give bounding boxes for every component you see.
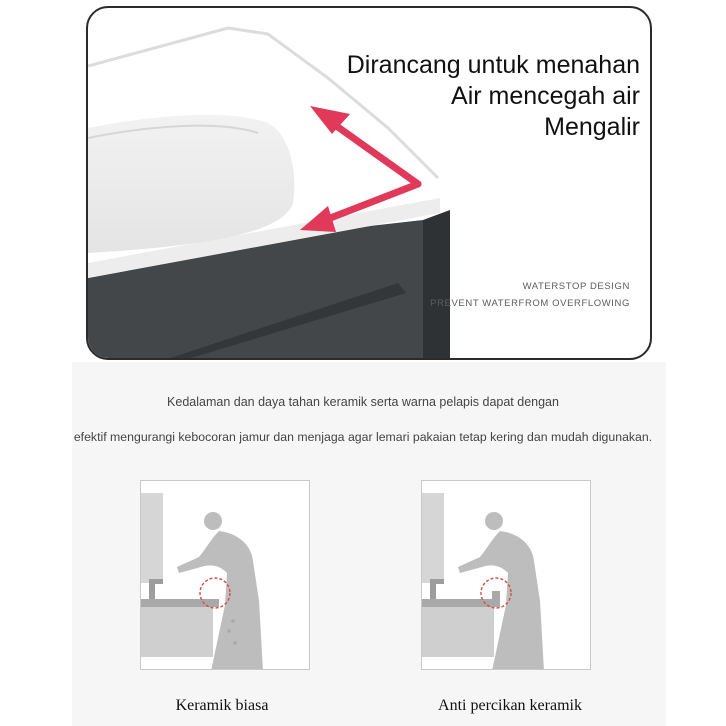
headline-line-3: Mengalir xyxy=(544,113,640,141)
comparison-panel-anti-splash xyxy=(421,480,591,670)
ordinary-ceramic-illustration xyxy=(141,481,310,670)
headline-line-2: Air mencegah air xyxy=(451,82,640,110)
label-ordinary-ceramic: Keramik biasa xyxy=(175,697,269,714)
feature-caption-line-1: WATERSTOP DESIGN xyxy=(522,281,630,292)
product-hero-image xyxy=(86,6,652,360)
anti-splash-ceramic-illustration xyxy=(422,481,591,670)
description-line-2: efektif mengurangi kebocoran jamur dan menjaga agar lemari pakaian tetap kering dan mudah digunakan. xyxy=(73,430,653,444)
headline xyxy=(347,50,640,143)
headline-line-1: Dirancang untuk menahan xyxy=(346,51,640,79)
label-anti-splash-ceramic: Anti percikan keramik xyxy=(438,697,582,714)
person-head-icon xyxy=(485,512,503,530)
feature-caption xyxy=(430,278,630,312)
comparison-panel-ordinary xyxy=(140,480,310,670)
description-line-1: Kedalaman dan daya tahan keramik serta warna pelapis dapat dengan xyxy=(167,395,559,409)
feature-caption-line-2: PREVENT WATERFROM OVERFLOWING xyxy=(430,298,630,309)
person-head-icon xyxy=(204,512,222,530)
